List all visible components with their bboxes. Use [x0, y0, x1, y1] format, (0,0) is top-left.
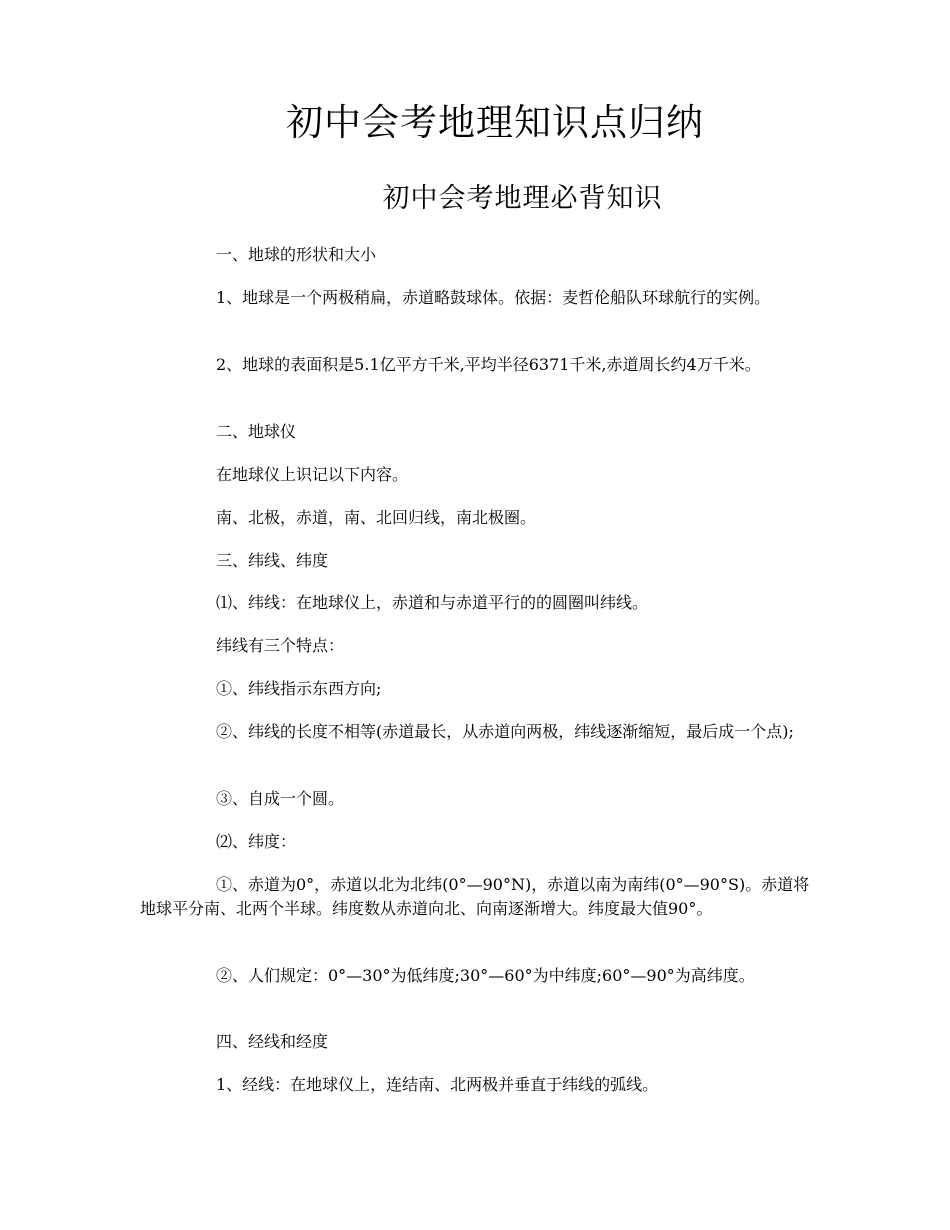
- list-item: ②、人们规定：0°—30°为低纬度;30°—60°为中纬度;60°—90°为高纬度。: [216, 966, 755, 985]
- list-item: ③、自成一个圆。: [216, 789, 345, 808]
- paragraph: 纬线有三个特点：: [216, 636, 345, 655]
- document-title: 初中会考地理知识点归纳: [286, 101, 704, 144]
- paragraph: 2、地球的表面积是5.1亿平方千米,平均半径6371千米,赤道周长约4万千米。: [216, 355, 761, 374]
- section-heading: 一、地球的形状和大小: [216, 245, 377, 264]
- paragraph: ⑵、纬度：: [216, 832, 297, 851]
- list-item: ②、纬线的长度不相等(赤道最长，从赤道向两极，纬线逐渐缩短，最后成一个点);: [216, 722, 794, 741]
- section-heading: 三、纬线、纬度: [216, 551, 329, 570]
- paragraph: 1、地球是一个两极稍扁，赤道略鼓球体。依据：麦哲伦船队环球航行的实例。: [216, 288, 771, 307]
- paragraph: ⑴、纬线：在地球仪上，赤道和与赤道平行的的圆圈叫纬线。: [216, 593, 649, 612]
- paragraph: 在地球仪上识记以下内容。: [216, 465, 409, 484]
- list-item: ①、赤道为0°，赤道以北为北纬(0°—90°N)，赤道以南为南纬(0°—90°S)。赤道将地球平分南、北两个半球。纬度数从赤道向北、向南逐渐增大。纬度最大值90°。: [140, 875, 810, 918]
- document-subtitle: 初中会考地理必背知识: [382, 183, 663, 214]
- section-heading: 二、地球仪: [216, 422, 297, 441]
- paragraph: 1、经线：在地球仪上，连结南、北两极并垂直于纬线的弧线。: [216, 1075, 659, 1094]
- list-item: ①、纬线指示东西方向;: [216, 679, 382, 698]
- section-heading: 四、经线和经度: [216, 1032, 329, 1051]
- paragraph: 南、北极，赤道，南、北回归线，南北极圈。: [216, 508, 537, 527]
